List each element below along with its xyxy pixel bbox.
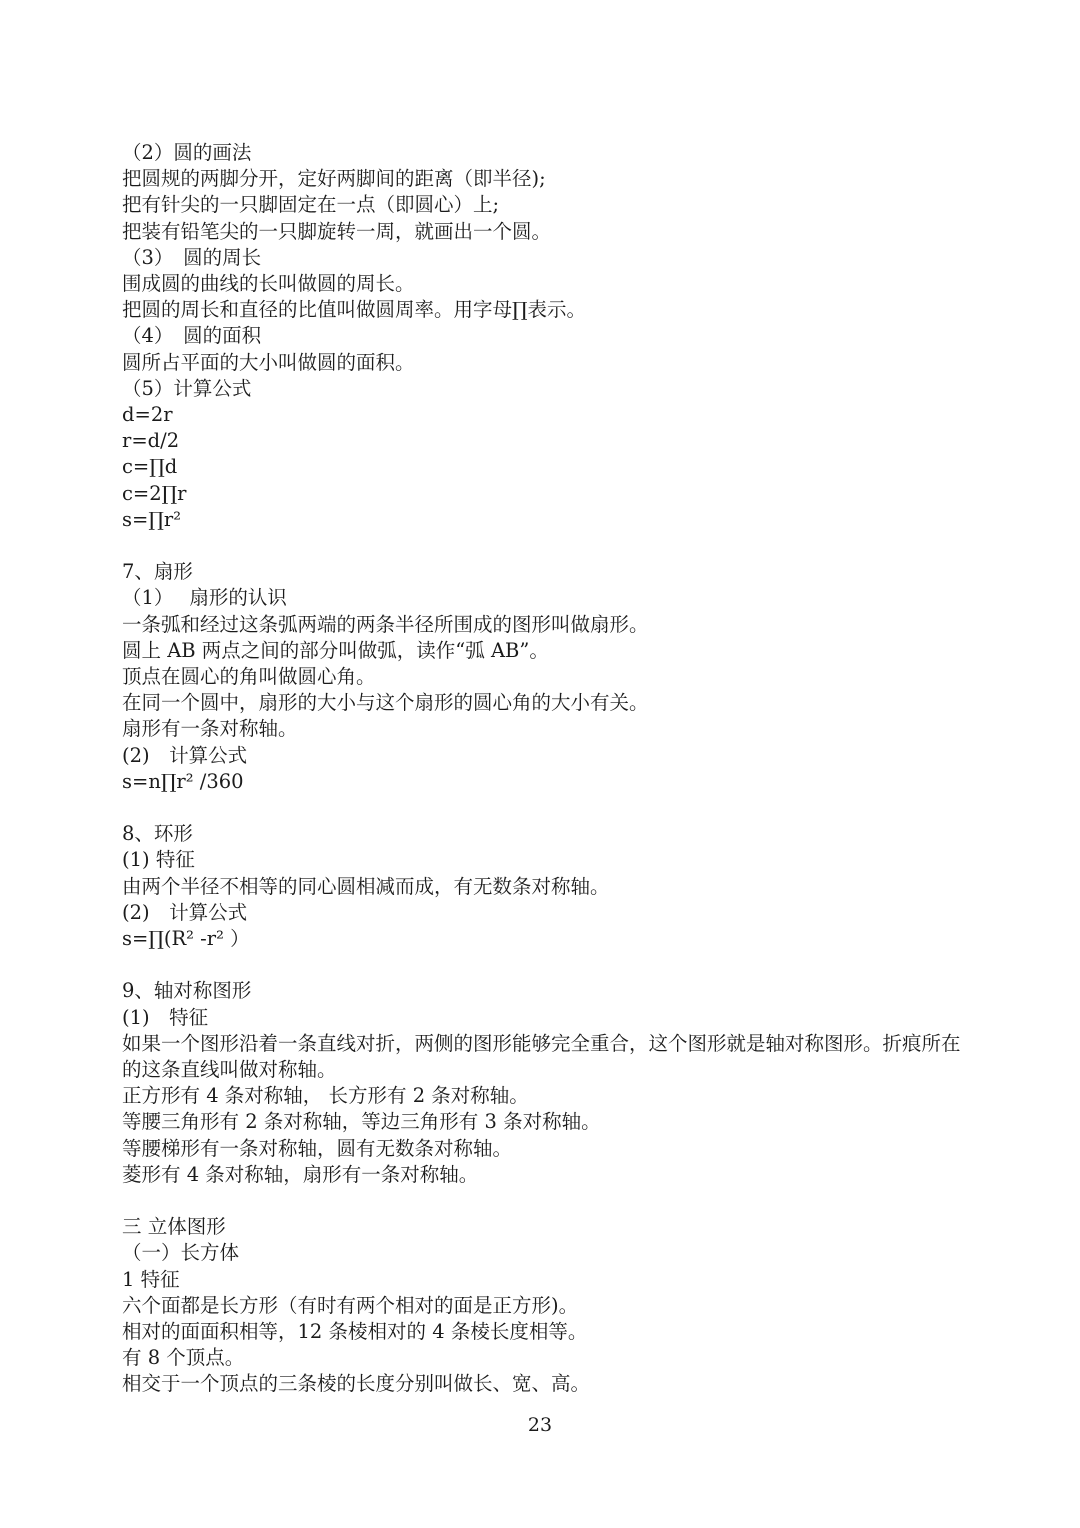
text-line: 把装有铅笔尖的一只脚旋转一周，就画出一个圆。 (122, 219, 552, 243)
text-line: 把圆规的两脚分开，定好两脚间的距离（即半径); (122, 167, 546, 191)
text-line: 把有针尖的一只脚固定在一点（即圆心）上; (122, 193, 500, 217)
text-line: 六个面都是长方形（有时有两个相对的面是正方形)。 (122, 1293, 579, 1317)
text-line: （5）计算公式 (122, 376, 252, 400)
text-line: 相对的面面积相等，12 条棱相对的 4 条棱长度相等。 (122, 1320, 588, 1344)
text-line: 相交于一个顶点的三条棱的长度分别叫做长、宽、高。 (122, 1372, 591, 1396)
text-line: （4） 圆的面积 (122, 324, 262, 348)
text-line: （3） 圆的周长 (122, 245, 262, 269)
text-line: s=∏r² (122, 507, 182, 531)
sector-section (122, 559, 962, 795)
text-line: 等腰梯形有一条对称轴，圆有无数条对称轴。 (122, 1136, 513, 1160)
text-line: (2) 计算公式 (122, 743, 248, 767)
text-line: s=∏(R² -r² ） (122, 927, 250, 951)
text-line: 的这条直线叫做对称轴。 (122, 1058, 337, 1082)
text-line: r=d/2 (122, 429, 180, 453)
axisymmetric-section (122, 978, 962, 1188)
text-line: （1） 扇形的认识 (122, 586, 287, 610)
text-line: 1 特征 (122, 1267, 180, 1291)
text-line: 9、轴对称图形 (122, 979, 252, 1003)
text-line: 7、扇形 (122, 560, 193, 584)
text-line: (2) 计算公式 (122, 900, 248, 924)
text-line: 三 立体图形 (122, 1215, 226, 1239)
text-line: 如果一个图形沿着一条直线对折，两侧的图形能够完全重合，这个图形就是轴对称图形。折痕所在 (122, 1031, 961, 1055)
text-line: d=2r (122, 403, 173, 427)
text-line: 在同一个圆中，扇形的大小与这个扇形的圆心角的大小有关。 (122, 691, 649, 715)
text-line: 一条弧和经过这条弧两端的两条半径所围成的图形叫做扇形。 (122, 612, 649, 636)
text-line: 正方形有 4 条对称轴， 长方形有 2 条对称轴。 (122, 1084, 529, 1108)
text-line: 围成圆的曲线的长叫做圆的周长。 (122, 272, 415, 296)
text-line: 顶点在圆心的角叫做圆心角。 (122, 665, 376, 689)
solid-figures-section (122, 1214, 962, 1397)
text-line: 由两个半径不相等的同心圆相减而成，有无数条对称轴。 (122, 874, 610, 898)
text-line: c=2∏r (122, 481, 187, 505)
text-line: 8、环形 (122, 822, 193, 846)
text-line: （一）长方体 (122, 1241, 240, 1265)
page-number: 23 (527, 1414, 553, 1436)
text-line: 菱形有 4 条对称轴，扇形有一条对称轴。 (122, 1162, 479, 1186)
text-line: c=∏d (122, 455, 178, 479)
ring-section (122, 821, 962, 952)
text-line: 等腰三角形有 2 条对称轴，等边三角形有 3 条对称轴。 (122, 1110, 601, 1134)
text-line: 扇形有一条对称轴。 (122, 717, 298, 741)
circle-section (122, 140, 962, 533)
text-line: 把圆的周长和直径的比值叫做圆周率。用字母∏表示。 (122, 298, 587, 322)
text-line: 有 8 个顶点。 (122, 1346, 245, 1370)
text-line: 圆上 AB 两点之间的部分叫做弧，读作“弧 AB”。 (122, 638, 549, 662)
document-body (122, 140, 962, 1398)
text-line: (1) 特征 (122, 848, 195, 872)
text-line: (1) 特征 (122, 1005, 209, 1029)
text-line: 圆所占平面的大小叫做圆的面积。 (122, 350, 415, 374)
text-line: s=n∏r² /360 (122, 769, 244, 793)
text-line: （2）圆的画法 (122, 141, 252, 164)
